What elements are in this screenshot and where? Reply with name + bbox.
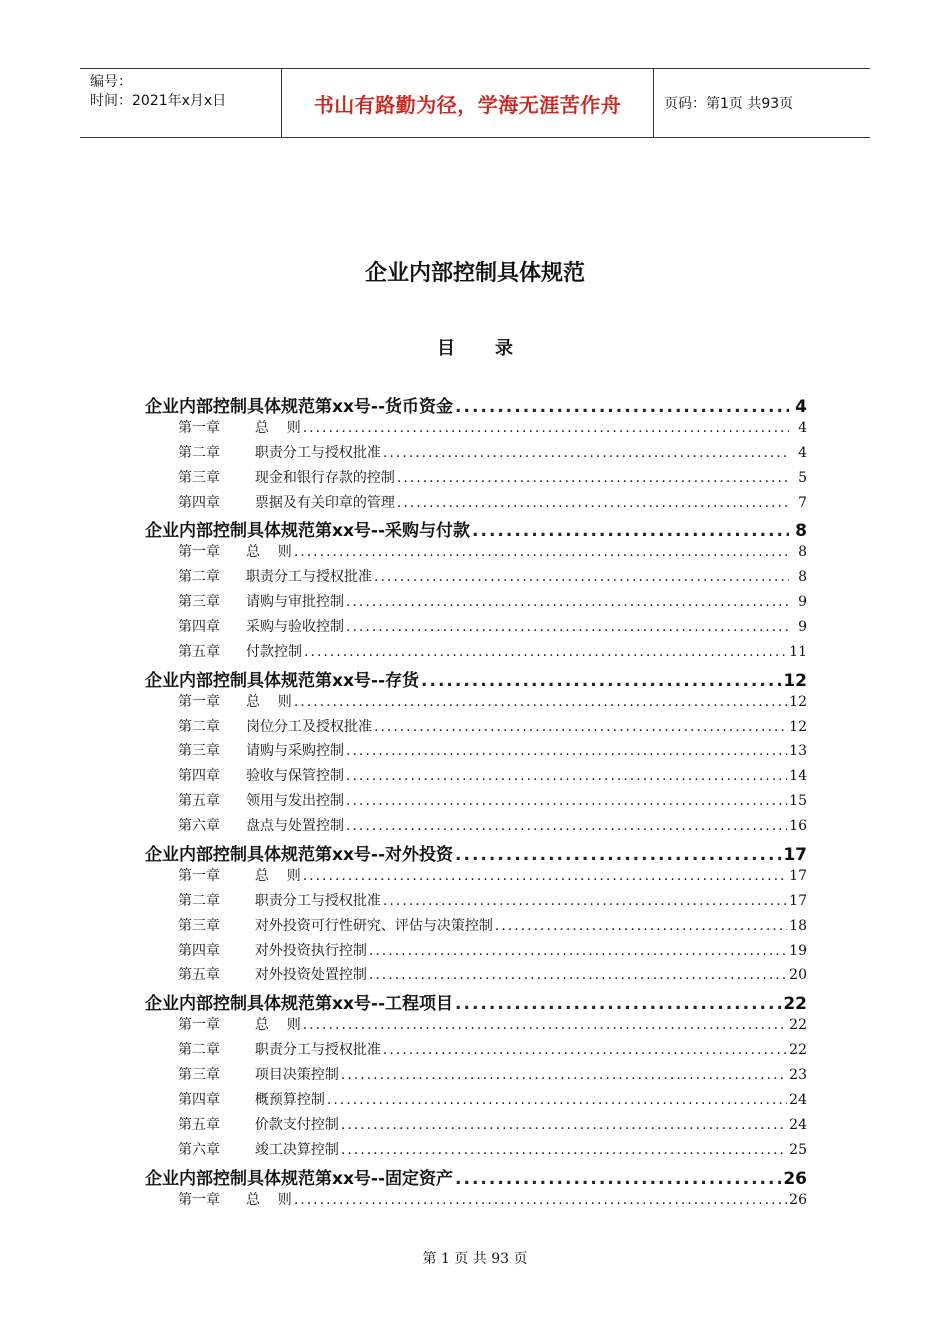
toc-dot-leader xyxy=(383,445,789,461)
toc-chapter-title: 总 则 xyxy=(246,1017,301,1034)
toc-entry-label: 企业内部控制具体规范第xx号--对外投资 xyxy=(145,845,454,865)
toc-chapter-number: 第二章 xyxy=(178,718,220,735)
toc-page-number: 17 xyxy=(783,845,807,865)
toc-page-number: 4 xyxy=(798,444,807,461)
toc-chapter-entry[interactable] xyxy=(145,1039,807,1064)
page-footer: 第 1 页 共 93 页 xyxy=(422,1251,528,1267)
toc-chapter-number: 第二章 xyxy=(178,892,220,909)
toc-chapter-entry[interactable] xyxy=(145,940,807,965)
toc-chapter-number: 第一章 xyxy=(178,419,220,436)
toc-dot-leader xyxy=(341,1067,787,1083)
toc-chapter-title: 职责分工与授权批准 xyxy=(246,569,372,586)
toc-section-entry[interactable] xyxy=(145,989,807,1014)
toc-dot-leader xyxy=(346,793,787,809)
toc-page-number: 8 xyxy=(798,569,807,586)
toc-dot-leader xyxy=(455,1169,781,1189)
toc-entry-label xyxy=(178,691,292,711)
toc-chapter-title: 总 则 xyxy=(246,419,301,436)
toc-chapter-title: 对外投资处置控制 xyxy=(246,967,367,984)
toc-chapter-title: 验收与保管控制 xyxy=(246,768,344,785)
toc-entry-label xyxy=(178,442,381,462)
toc-chapter-number: 第六章 xyxy=(178,1141,220,1158)
toc-entry-label: 企业内部控制具体规范第xx号--固定资产 xyxy=(145,1168,454,1189)
toc-dot-leader xyxy=(294,694,787,710)
toc-chapter-entry[interactable] xyxy=(145,691,807,716)
toc-chapter-number: 第五章 xyxy=(178,643,220,660)
toc-page-number: 8 xyxy=(795,521,807,542)
toc-entry-label xyxy=(178,1189,292,1209)
header-meta xyxy=(80,69,282,137)
toc-entry-label xyxy=(178,1139,339,1159)
toc-chapter-entry[interactable] xyxy=(145,467,807,492)
toc-entry-label xyxy=(178,815,344,835)
toc-chapter-entry[interactable] xyxy=(145,616,807,641)
toc-chapter-number: 第四章 xyxy=(178,1091,220,1108)
toc-chapter-number: 第三章 xyxy=(178,594,220,611)
toc-page-number: 7 xyxy=(798,494,807,511)
toc-chapter-title: 岗位分工及授权批准 xyxy=(246,718,372,735)
toc-dot-leader xyxy=(294,544,789,560)
toc-page-number: 19 xyxy=(789,942,807,959)
toc-chapter-number: 第三章 xyxy=(178,917,220,934)
toc-page-number: 24 xyxy=(789,1116,807,1133)
toc-entry-label xyxy=(178,1014,301,1034)
toc-chapter-number: 第一章 xyxy=(178,544,220,561)
toc-chapter-number: 第一章 xyxy=(178,1191,220,1208)
toc-dot-leader xyxy=(383,893,787,909)
toc-section-entry[interactable] xyxy=(145,516,807,541)
document-title: 企业内部控制具体规范 xyxy=(364,261,585,286)
toc-entry-label xyxy=(178,790,344,810)
toc-chapter-entry[interactable] xyxy=(145,1089,807,1114)
toc-chapter-number: 第五章 xyxy=(178,1116,220,1133)
toc-chapter-title: 票据及有关印章的管理 xyxy=(246,494,395,511)
toc-chapter-entry[interactable] xyxy=(145,1114,807,1139)
toc-chapter-number: 第六章 xyxy=(178,818,220,835)
toc-heading xyxy=(0,334,950,360)
toc-chapter-entry[interactable] xyxy=(145,492,807,517)
toc-chapter-entry[interactable] xyxy=(145,740,807,765)
toc-chapter-entry[interactable] xyxy=(145,1189,807,1214)
toc-entry-label: 企业内部控制具体规范第xx号--货币资金 xyxy=(145,397,454,417)
toc-entry-label xyxy=(178,417,301,437)
toc-chapter-title: 领用与发出控制 xyxy=(246,793,344,810)
toc-chapter-title: 现金和银行存款的控制 xyxy=(246,469,395,486)
toc-page-number: 26 xyxy=(783,1168,807,1189)
toc-chapter-entry[interactable] xyxy=(145,1064,807,1089)
toc-entry-label xyxy=(178,716,372,736)
toc-entry-label xyxy=(178,541,292,561)
toc-chapter-entry[interactable] xyxy=(145,641,807,666)
toc-dot-leader xyxy=(303,1017,787,1033)
toc-entry-label xyxy=(178,765,344,785)
header-motto: 书山有路勤为径，学海无涯苦作舟 xyxy=(282,69,654,137)
toc-entry-label xyxy=(178,964,367,984)
toc-entry-label xyxy=(178,566,372,586)
toc-page-number: 15 xyxy=(789,793,807,810)
toc-page-number: 26 xyxy=(789,1191,807,1208)
toc-page-number: 22 xyxy=(789,1042,807,1059)
toc-entry-label xyxy=(178,591,344,611)
toc-chapter-number: 第五章 xyxy=(178,967,220,984)
toc-chapter-number: 第二章 xyxy=(178,444,220,461)
toc-chapter-number: 第三章 xyxy=(178,743,220,760)
toc-page-number: 22 xyxy=(783,994,807,1015)
toc-page-number: 8 xyxy=(798,544,807,561)
toc-dot-leader xyxy=(369,943,787,959)
toc-dot-leader xyxy=(455,994,781,1014)
toc-chapter-entry[interactable] xyxy=(145,815,807,840)
toc-page-number: 17 xyxy=(789,867,807,884)
toc-chapter-number: 第一章 xyxy=(178,693,220,710)
toc-chapter-entry[interactable] xyxy=(145,566,807,591)
document-number-label: 编号： xyxy=(90,74,132,90)
toc-dot-leader xyxy=(303,868,787,884)
toc-page-number: 18 xyxy=(789,917,807,934)
toc-chapter-title: 总 则 xyxy=(246,544,292,561)
toc-page-number: 14 xyxy=(789,768,807,785)
toc-dot-leader xyxy=(369,967,787,983)
toc-chapter-number: 第二章 xyxy=(178,1042,220,1059)
toc-heading-char-2: 录 xyxy=(495,338,513,359)
toc-chapter-number: 第一章 xyxy=(178,867,220,884)
toc-entry-label xyxy=(178,890,381,910)
toc-dot-leader xyxy=(397,470,789,486)
toc-entry-label xyxy=(178,1089,325,1109)
toc-chapter-title: 总 则 xyxy=(246,867,301,884)
toc-chapter-title: 盘点与处置控制 xyxy=(246,818,344,835)
header-page-info: 页码：第1页 共93页 xyxy=(664,96,794,112)
toc-dot-leader xyxy=(397,495,789,511)
toc-chapter-title: 职责分工与授权批准 xyxy=(246,892,381,909)
toc-dot-leader xyxy=(341,1117,787,1133)
toc-chapter-title: 总 则 xyxy=(246,1191,292,1208)
toc-chapter-entry[interactable] xyxy=(145,865,807,890)
toc-chapter-entry[interactable] xyxy=(145,1014,807,1039)
toc-entry-label xyxy=(178,616,344,636)
toc-chapter-title: 概预算控制 xyxy=(246,1091,325,1108)
toc-chapter-title: 对外投资可行性研究、评估与决策控制 xyxy=(246,917,493,934)
toc-chapter-title: 请购与审批控制 xyxy=(246,594,344,611)
toc-chapter-number: 第四章 xyxy=(178,619,220,636)
toc-chapter-title: 对外投资执行控制 xyxy=(246,942,367,959)
toc-dot-leader xyxy=(346,743,787,759)
toc-page-number: 12 xyxy=(789,693,807,710)
toc-page-number: 4 xyxy=(795,397,807,417)
table-of-contents xyxy=(145,392,807,1213)
toc-chapter-entry[interactable] xyxy=(145,890,807,915)
toc-page-number: 25 xyxy=(789,1141,807,1158)
toc-entry-label xyxy=(178,740,344,760)
toc-page-number: 16 xyxy=(789,818,807,835)
toc-entry-label: 企业内部控制具体规范第xx号--采购与付款 xyxy=(145,521,471,542)
toc-dot-leader xyxy=(383,1042,787,1058)
toc-dot-leader xyxy=(374,569,789,585)
toc-chapter-entry[interactable] xyxy=(145,915,807,940)
toc-chapter-title: 项目决策控制 xyxy=(246,1067,339,1084)
toc-entry-label xyxy=(178,641,302,661)
toc-page-number: 13 xyxy=(789,743,807,760)
toc-chapter-title: 职责分工与授权批准 xyxy=(246,1042,381,1059)
toc-dot-leader xyxy=(303,420,789,436)
toc-entry-label xyxy=(178,1114,339,1134)
toc-chapter-number: 第四章 xyxy=(178,494,220,511)
toc-chapter-entry[interactable] xyxy=(145,591,807,616)
toc-page-number: 23 xyxy=(789,1067,807,1084)
toc-chapter-title: 总 则 xyxy=(246,693,292,710)
toc-dot-leader xyxy=(346,818,787,834)
toc-page-number: 12 xyxy=(783,670,807,691)
toc-dot-leader xyxy=(421,671,781,691)
toc-chapter-number: 第五章 xyxy=(178,793,220,810)
toc-chapter-title: 付款控制 xyxy=(246,643,302,660)
toc-entry-label xyxy=(178,1039,381,1059)
toc-dot-leader xyxy=(455,845,781,865)
toc-entry-label xyxy=(178,1064,339,1084)
toc-chapter-entry[interactable] xyxy=(145,964,807,989)
toc-chapter-title: 请购与采购控制 xyxy=(246,743,344,760)
toc-entry-label xyxy=(178,940,367,960)
toc-dot-leader xyxy=(472,521,789,541)
toc-entry-label xyxy=(178,915,493,935)
toc-entry-label xyxy=(178,467,395,487)
toc-chapter-entry[interactable] xyxy=(145,442,807,467)
toc-dot-leader xyxy=(346,619,789,635)
toc-page-number: 5 xyxy=(798,469,807,486)
toc-page-number: 20 xyxy=(789,967,807,984)
toc-chapter-entry[interactable] xyxy=(145,541,807,566)
toc-chapter-number: 第三章 xyxy=(178,469,220,486)
toc-section-entry[interactable] xyxy=(145,666,807,691)
toc-chapter-title: 采购与验收控制 xyxy=(246,619,344,636)
toc-page-number: 24 xyxy=(789,1091,807,1108)
toc-dot-leader xyxy=(304,644,787,660)
toc-chapter-number: 第一章 xyxy=(178,1017,220,1034)
toc-page-number: 12 xyxy=(789,718,807,735)
toc-page-number: 22 xyxy=(789,1017,807,1034)
toc-chapter-number: 第三章 xyxy=(178,1067,220,1084)
toc-heading-char-1: 目 xyxy=(437,338,455,359)
toc-dot-leader xyxy=(346,594,789,610)
toc-chapter-number: 第二章 xyxy=(178,569,220,586)
toc-section-entry[interactable] xyxy=(145,1164,807,1189)
toc-chapter-title: 价款支付控制 xyxy=(246,1116,339,1133)
toc-entry-label xyxy=(178,865,301,885)
toc-dot-leader xyxy=(346,768,787,784)
toc-chapter-entry[interactable] xyxy=(145,790,807,815)
toc-chapter-entry[interactable] xyxy=(145,1139,807,1164)
toc-section-entry[interactable] xyxy=(145,840,807,865)
toc-entry-label xyxy=(178,492,395,512)
toc-chapter-title: 竣工决算控制 xyxy=(246,1141,339,1158)
toc-entry-label: 企业内部控制具体规范第xx号--存货 xyxy=(145,670,420,691)
toc-dot-leader xyxy=(327,1092,787,1108)
toc-dot-leader xyxy=(341,1142,787,1158)
toc-dot-leader xyxy=(495,918,787,934)
toc-chapter-number: 第四章 xyxy=(178,768,220,785)
toc-page-number: 9 xyxy=(798,619,807,636)
toc-chapter-entry[interactable] xyxy=(145,765,807,790)
toc-page-number: 11 xyxy=(789,643,807,660)
toc-page-number: 4 xyxy=(798,419,807,436)
toc-dot-leader xyxy=(374,719,787,735)
toc-page-number: 17 xyxy=(789,892,807,909)
document-date-label: 时间：2021年x月x日 xyxy=(90,93,227,109)
toc-chapter-entry[interactable] xyxy=(145,417,807,442)
toc-section-entry[interactable] xyxy=(145,392,807,417)
toc-page-number: 9 xyxy=(798,594,807,611)
toc-dot-leader xyxy=(294,1192,787,1208)
toc-entry-label: 企业内部控制具体规范第xx号--工程项目 xyxy=(145,994,454,1015)
toc-chapter-title: 职责分工与授权批准 xyxy=(246,444,381,461)
toc-dot-leader xyxy=(455,397,789,417)
toc-chapter-entry[interactable] xyxy=(145,716,807,741)
toc-chapter-number: 第四章 xyxy=(178,942,220,959)
page-header xyxy=(80,68,870,138)
